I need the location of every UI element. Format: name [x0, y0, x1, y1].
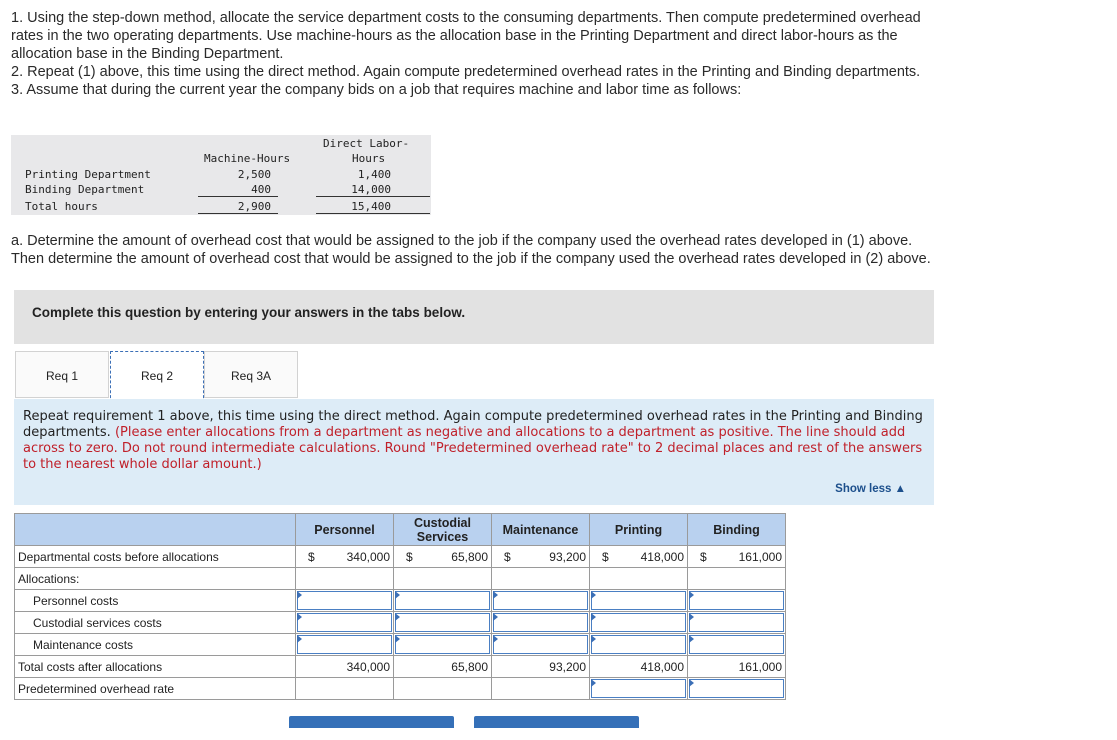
row-label: Total costs after allocations: [15, 656, 296, 678]
input-marker-icon: [395, 635, 400, 643]
row-label: Departmental costs before allocations: [15, 546, 296, 568]
dollar-sign: $: [504, 550, 511, 564]
header-binding: Binding: [688, 514, 786, 546]
dollar-sign: $: [602, 550, 609, 564]
input-cell[interactable]: [688, 612, 786, 634]
input-cell[interactable]: [590, 612, 688, 634]
divider: [316, 196, 430, 197]
next-button[interactable]: [474, 716, 639, 728]
requirement-main: Repeat requirement 1 above, this time using the direct method. Again compute predetermined overhead rates in the Printing and Binding departments.: [23, 409, 923, 440]
input-marker-icon: [297, 635, 302, 643]
input-marker-icon: [297, 613, 302, 621]
input-cell[interactable]: [492, 634, 590, 656]
hours-row-mh: 400: [251, 183, 271, 196]
header-personnel: Personnel: [296, 514, 394, 546]
value: 93,200: [549, 549, 586, 564]
allocation-input[interactable]: [395, 591, 490, 610]
input-cell[interactable]: [492, 612, 590, 634]
direct-labor-header-line2: Hours: [352, 152, 386, 165]
table-row: [15, 546, 786, 568]
tab-label: Req 2: [140, 369, 174, 383]
requirement-a: a. Determine the amount of overhead cost that would be assigned to the job if the company used the overhead rates developed in (1) above. Then determine the amount of overhead cost that would be assigned to the job if the company used the overhead rates developed in (2) above.: [11, 233, 931, 267]
requirement-note: (Please enter allocations from a department as negative and allocations to a department as positive. The line should add across to zero. Do not round intermediate calculations. Round "Predetermined overhead rate" to 2 decimal places and rest of the answers to the nearest whole dollar amount.): [23, 425, 923, 472]
hours-row-mh: 2,900: [237, 200, 271, 213]
value-cell: 93,200: [492, 656, 590, 678]
empty-cell: [688, 568, 786, 590]
tab-label: Req 3A: [230, 369, 272, 383]
value-cell: 161,000: [688, 656, 786, 678]
dollar-sign: $: [700, 550, 707, 564]
allocation-input[interactable]: [395, 613, 490, 632]
input-cell[interactable]: [394, 634, 492, 656]
value-cell: [688, 546, 786, 568]
input-marker-icon: [689, 635, 694, 643]
input-marker-icon: [493, 613, 498, 621]
allocation-input[interactable]: [591, 635, 686, 654]
input-marker-icon: [591, 591, 596, 599]
table-row: [15, 568, 786, 590]
tab-req-1[interactable]: [15, 351, 109, 398]
allocation-input[interactable]: [297, 613, 392, 632]
row-label: Predetermined overhead rate: [15, 678, 296, 700]
empty-cell: [492, 678, 590, 700]
row-label: Personnel costs: [15, 590, 296, 612]
instruction-2: 2. Repeat (1) above, this time using the direct method. Again compute predetermined overhead rates in the Printing and Binding departments.: [11, 64, 921, 80]
machine-hours-header: Machine-Hours: [204, 152, 291, 165]
rate-input[interactable]: [591, 679, 686, 698]
empty-cell: [394, 568, 492, 590]
rate-input[interactable]: [689, 679, 784, 698]
input-marker-icon: [591, 679, 596, 687]
input-marker-icon: [395, 591, 400, 599]
empty-cell: [296, 678, 394, 700]
value-cell: [590, 546, 688, 568]
divider: [316, 213, 430, 214]
value: 418,000: [640, 549, 684, 564]
input-cell[interactable]: [296, 634, 394, 656]
empty-cell: [590, 568, 688, 590]
input-cell[interactable]: [296, 612, 394, 634]
row-label: Custodial services costs: [15, 612, 296, 634]
input-cell[interactable]: [688, 634, 786, 656]
hours-row-dlh: 14,000: [351, 183, 391, 196]
table-row: [15, 590, 786, 612]
value-cell: 340,000: [296, 656, 394, 678]
divider: [198, 213, 278, 214]
table-row: [15, 634, 786, 656]
value: 161,000: [738, 549, 782, 564]
allocation-input[interactable]: [689, 635, 784, 654]
instruction-banner: [14, 290, 934, 344]
allocation-input[interactable]: [297, 635, 392, 654]
value-cell: [394, 546, 492, 568]
requirement-panel: [14, 399, 934, 505]
allocation-input[interactable]: [689, 613, 784, 632]
header-custodial: Custodial Services: [394, 514, 492, 546]
value-cell: 418,000: [590, 656, 688, 678]
value-cell: 65,800: [394, 656, 492, 678]
allocation-input[interactable]: [591, 613, 686, 632]
table-row: [15, 678, 786, 700]
instructions: [11, 9, 946, 99]
input-cell[interactable]: [394, 612, 492, 634]
row-label: Maintenance costs: [15, 634, 296, 656]
prev-button[interactable]: [289, 716, 454, 728]
show-less-link[interactable]: [835, 483, 906, 495]
instruction-3: 3. Assume that during the current year the company bids on a job that requires machine and labor time as follows:: [11, 82, 742, 98]
allocation-input[interactable]: [493, 613, 588, 632]
input-marker-icon: [297, 591, 302, 599]
banner-text: Complete this question by entering your answers in the tabs below.: [32, 305, 466, 320]
input-marker-icon: [493, 635, 498, 643]
allocation-input[interactable]: [689, 591, 784, 610]
tab-req-3a[interactable]: [204, 351, 298, 398]
input-marker-icon: [591, 635, 596, 643]
hours-row-dlh: 15,400: [351, 200, 391, 213]
header-maintenance: Maintenance: [492, 514, 590, 546]
input-cell[interactable]: [296, 590, 394, 612]
dollar-sign: $: [308, 550, 315, 564]
input-cell[interactable]: [688, 678, 786, 700]
table-row: [15, 656, 786, 678]
hours-row-mh: 2,500: [237, 168, 271, 181]
table-row: [15, 612, 786, 634]
tab-req-2[interactable]: [110, 351, 204, 403]
triangle-up-icon: ▲: [894, 483, 906, 495]
empty-cell: [394, 678, 492, 700]
empty-cell: [296, 568, 394, 590]
input-marker-icon: [591, 613, 596, 621]
requirement-text: [23, 409, 928, 473]
value: 65,800: [451, 549, 488, 564]
input-marker-icon: [689, 679, 694, 687]
hours-row-label: Total hours: [25, 200, 98, 213]
instruction-1: 1. Using the step-down method, allocate the service department costs to the consuming departments. Then compute predetermined overhead rates in the two operating departments. Use machine-hours as the allocation base in the Printing Department and direct labor-hours as the allocation base in the Binding Department.: [11, 10, 921, 62]
show-less-label: Show less: [835, 483, 892, 495]
allocation-input[interactable]: [493, 635, 588, 654]
allocation-input[interactable]: [395, 635, 490, 654]
allocation-table: [14, 513, 786, 700]
input-marker-icon: [493, 591, 498, 599]
input-marker-icon: [689, 591, 694, 599]
row-label: Allocations:: [15, 568, 296, 590]
dollar-sign: $: [406, 550, 413, 564]
empty-cell: [492, 568, 590, 590]
divider: [198, 196, 278, 197]
input-cell[interactable]: [590, 678, 688, 700]
header-blank: [15, 514, 296, 546]
value: 340,000: [346, 549, 390, 564]
input-cell[interactable]: [590, 634, 688, 656]
value-cell: [492, 546, 590, 568]
input-cell[interactable]: [394, 590, 492, 612]
hours-row-label: Binding Department: [25, 183, 145, 196]
allocation-input[interactable]: [591, 591, 686, 610]
tab-label: Req 1: [45, 369, 79, 383]
header-row: [15, 514, 786, 546]
input-marker-icon: [689, 613, 694, 621]
value-cell: [296, 546, 394, 568]
input-marker-icon: [395, 613, 400, 621]
input-cell[interactable]: [492, 590, 590, 612]
hours-row-label: Printing Department: [25, 168, 151, 181]
allocation-input[interactable]: [493, 591, 588, 610]
input-cell[interactable]: [688, 590, 786, 612]
hours-table: [11, 135, 431, 215]
input-cell[interactable]: [590, 590, 688, 612]
hours-row-dlh: 1,400: [357, 168, 391, 181]
allocation-input[interactable]: [297, 591, 392, 610]
direct-labor-header-line1: Direct Labor-: [323, 137, 410, 150]
header-printing: Printing: [590, 514, 688, 546]
